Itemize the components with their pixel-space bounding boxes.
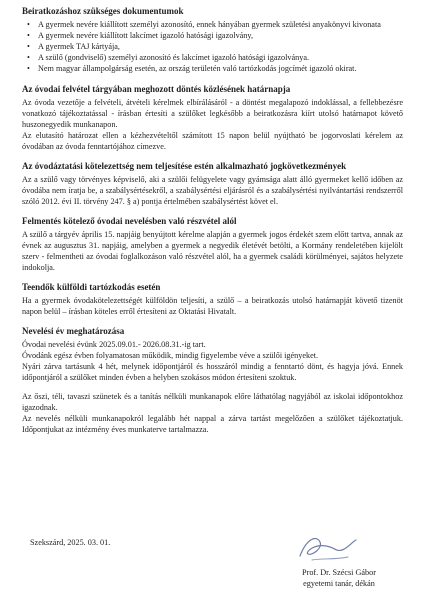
list-item: • Nem magyar állampolgárság esetén, az ország területén való tartózkodás jogcímét igazoló okirat. xyxy=(27,64,357,73)
paragraph: Az elutasító határozat ellen a kézhezvételtől számított 15 napon belül nyújtható be jogorvoslati kérelem az óvodában az óvoda fenntartójához címezve. xyxy=(22,131,403,151)
section-heading: Az óvodáztatási kötelezettség nem teljesítése estén alkalmazható jogkövetkezmények xyxy=(22,161,347,171)
paragraph: Óvodánk egész évben folyamatosan működik, mindig figyelembe véve a szülői igényeket. xyxy=(22,351,319,360)
section-heading: Teendők külföldi tartózkodás esetén xyxy=(22,282,161,292)
paragraph: A szülő a tárgyév április 15. napjáig benyújtott kérelme alapján a gyermek jogos érdekét szem előtt tartva, annak az évnek az augusztus 31. napjáig, amelyben a gyermek a negyedik életévét betölti, a Kormány rendeletében kijelölt szerv - felmentheti az óvodai foglalkozáson való részvétel alól, ha a gyermek családi körülményei, sajátos helyzete indokolja. xyxy=(22,230,403,272)
section-school-year xyxy=(22,326,403,435)
paragraph: Az óvoda vezetője a felvételi, átvételi kérelmek elbírálásáról - a döntést megalapozó indoklással, a fellebbezésre vonatkozó tájékoztatással - írásban értesíti a szülőket legkésőbb a beiratkozásra kiírt utolsó határnapot követő huszonegyedik munkanapon. xyxy=(22,98,403,129)
paragraph: Óvodai nevelési évünk 2025.09.01.- 2026.08.31.-ig tart. xyxy=(22,340,206,349)
paragraph: Az a szülő vagy törvényes képviselő, aki a szülői felügyelete vagy gyámsága alatt álló gyermeket kellő időben az óvodába nem íratja be, a szabálysértésekről, a szabálysértési eljárásról és a szabálysértési nyilvántartási rendszerről szóló 2012. évi II. törvény 247. § a) pontja értelmében szabálysértést követ el. xyxy=(22,175,403,206)
section-documents xyxy=(22,6,403,74)
signature-block xyxy=(276,567,402,589)
bullet-icon: • xyxy=(27,42,30,51)
section-exemption xyxy=(22,216,403,273)
list-item: • A szülő (gondviselő) személyi azonosító és lakcímet igazoló hatósági igazolványa. xyxy=(27,53,310,62)
signer-title: egyetemi tanár, dékán xyxy=(303,579,375,588)
document-date: Szekszárd, 2025. 03. 01. xyxy=(30,538,111,547)
handwritten-signature xyxy=(292,530,362,564)
section-heading: Felmentés kötelező óvodai nevelésben való részvétel alól xyxy=(22,216,237,226)
paragraph: Ha a gyermek óvodakötelezettségét külföldön teljesíti, a szülő – a beiratkozás utolsó határnapját követő tizenöt napon belül – írásban köteles erről értesíteni az Oktatási Hivatalt. xyxy=(22,296,403,316)
section-decision-deadline xyxy=(22,84,403,152)
bullet-icon: • xyxy=(27,20,30,29)
list-item: • A gyermek TAJ kártyája, xyxy=(27,42,120,51)
paragraph xyxy=(22,383,403,391)
section-consequences xyxy=(22,161,403,207)
list-item: • A gyermek nevére kiállított személyi azonosító, ennek hányában gyermek születési anyakönyvi kivonata xyxy=(27,20,381,29)
signer-name: Prof. Dr. Szécsi Gábor xyxy=(302,568,376,577)
bullet-icon: • xyxy=(27,31,30,40)
bullet-icon: • xyxy=(27,53,30,62)
paragraph: Az őszi, téli, tavaszi szünetek és a tanítás nélküli munkanapok előre láthatólag nagyjából az iskolai időpontokhoz igazodnak. xyxy=(22,392,403,412)
section-abroad xyxy=(22,282,403,317)
documents-list xyxy=(22,19,403,74)
section-heading: Az óvodai felvétel tárgyában meghozott döntés közlésének határnapja xyxy=(22,84,291,94)
paragraph: Nyári zárva tartásunk 4 hét, melynek időpontjáról és hosszáról mindig a fenntartó dönt, és hagyja jóvá. Ennek időpontjáról a szülőket minden évben a helyben szokásos módon értesíteni szoktuk. xyxy=(22,362,403,382)
section-heading: Beiratkozáshoz szükséges dokumentumok xyxy=(22,6,184,16)
paragraph: Az nevelés nélküli munkanapokról legalább hét nappal a zárva tartást megelőzően a szülőket tájékoztatjuk. Időpontjukat az intézmény éves munkaterve tartalmazza. xyxy=(22,414,403,434)
section-heading: Nevelési év meghatározása xyxy=(22,326,125,336)
bullet-icon: • xyxy=(27,64,30,73)
list-item: • A gyermek nevére kiállított lakcímet igazoló hatósági igazolvány, xyxy=(27,31,254,40)
